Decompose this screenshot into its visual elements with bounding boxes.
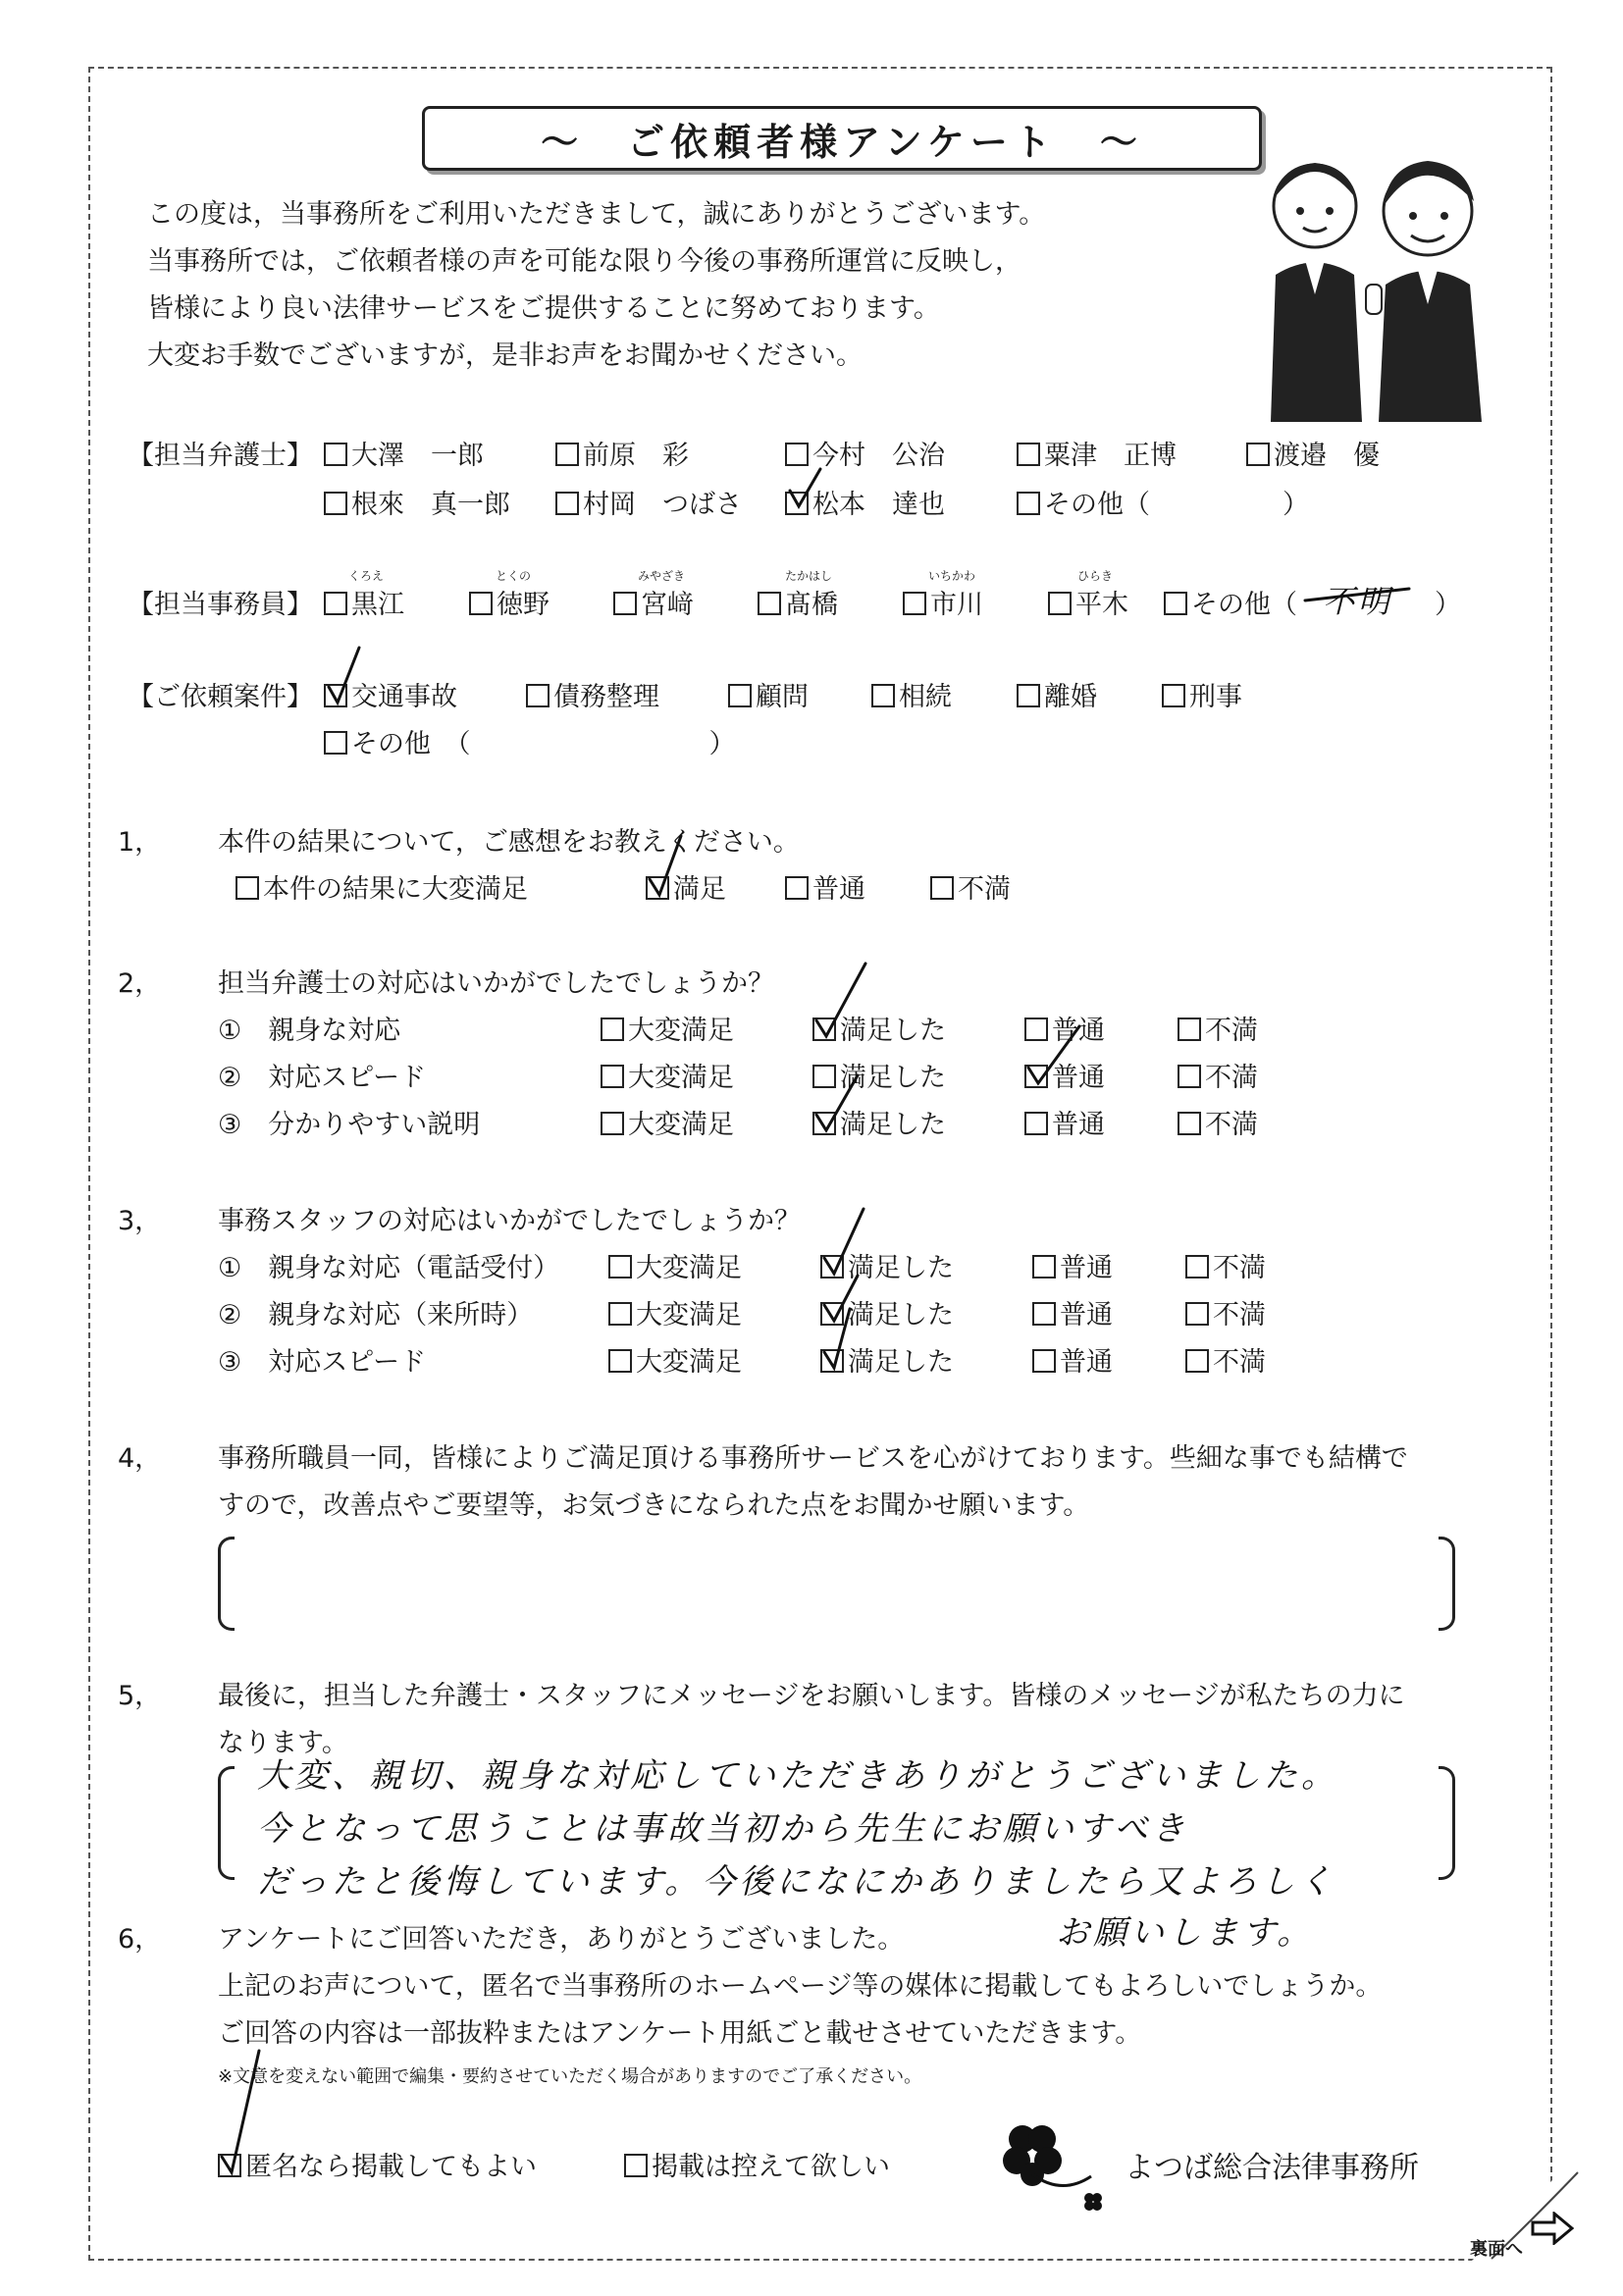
case-checkbox[interactable]: 債務整理 [526,675,659,713]
checkbox-icon[interactable] [1017,684,1040,707]
q2-row-label: ② 対応スピード [218,1063,427,1093]
checkbox-icon[interactable] [1185,1349,1209,1373]
case-checkbox[interactable]: 顧問 [728,675,809,713]
lawyer-checkbox[interactable]: 粟津 正博 [1017,434,1177,472]
checkbox-icon[interactable] [526,684,550,707]
q3-option[interactable]: 普通 [1032,1246,1113,1284]
checkbox-icon[interactable] [1178,1065,1201,1088]
page-title: ～ ご依頼者様アンケート ～ [422,106,1262,171]
checkbox-icon[interactable] [1048,592,1072,615]
lawyer-checkbox[interactable]: 前原 彩 [555,434,689,472]
question-number: 1， [118,827,162,858]
q3-option-checked[interactable]: 満足した [820,1340,954,1379]
q3-row-label: ① 親身な対応（電話受付） [218,1253,560,1283]
checkbox-icon[interactable] [1017,492,1040,515]
checkbox-icon[interactable] [1024,1018,1048,1041]
staff-section-label: 【担当事務員】 [128,590,313,620]
q2-option-checked[interactable]: 満足した [812,1103,946,1141]
q2-option[interactable]: 普通 [1024,1009,1105,1047]
checkbox-icon[interactable] [1032,1302,1056,1326]
checkbox-icon[interactable] [930,876,954,900]
checkbox-icon[interactable] [469,592,493,615]
checkbox-icon[interactable] [785,876,809,900]
firm-name: よつば総合法律事務所 [1125,2151,1419,2185]
lawyer-checkbox[interactable]: 渡邉 優 [1246,434,1380,472]
checkbox-icon[interactable] [1185,1255,1209,1278]
question-text: 最後に，担当した弁護士・スタッフにメッセージをお願いします。皆様のメッセージが私たちの力に [218,1681,1405,1711]
handwritten-message-line: お願いします。 [1056,1913,1315,1953]
handwritten-message-line: 今となって思うことは事故当初から先生にお願いすべき [257,1809,1189,1849]
checkbox-icon[interactable] [624,2154,648,2177]
question-number: 2， [118,968,162,999]
checkbox-icon[interactable] [785,492,809,515]
staff-checkbox[interactable]: 黒江 [324,583,404,621]
checkbox-icon[interactable] [324,492,347,515]
q3-option[interactable]: 普通 [1032,1340,1113,1379]
comment-bracket-right [1439,1537,1455,1631]
checkbox-icon[interactable] [1185,1302,1209,1326]
case-checkbox-other[interactable]: その他 （ ） [324,722,736,760]
q3-option[interactable]: 普通 [1032,1293,1113,1331]
staff-checkbox[interactable]: 宮﨑 [613,583,694,621]
checkbox-icon[interactable] [758,592,781,615]
q2-option[interactable]: 普通 [1024,1103,1105,1141]
q6-option-checked[interactable]: 匿名なら掲載してもよい [218,2145,537,2183]
lawyer-checkbox[interactable]: 根來 真一郎 [324,483,510,521]
q2-option-checked[interactable]: 満足した [812,1009,946,1047]
ruby-text: くろえ [348,569,385,583]
question-number: 4， [118,1443,162,1474]
checkbox-icon[interactable] [324,592,347,615]
q2-option[interactable]: 大変満足 [601,1103,734,1141]
checkbox-icon[interactable] [608,1255,632,1278]
checkbox-icon[interactable] [608,1302,632,1326]
q3-option[interactable]: 大変満足 [608,1340,742,1379]
q2-option[interactable]: 大変満足 [601,1009,734,1047]
ruby-text: ひらき [1077,569,1114,583]
case-section-label: 【ご依頼案件】 [128,682,313,712]
checkbox-icon[interactable] [871,684,895,707]
lawyer-section-label: 【担当弁護士】 [128,441,313,471]
checkbox-icon[interactable] [1032,1349,1056,1373]
q1-option[interactable]: 普通 [785,867,865,906]
message-bracket-right [1439,1766,1455,1880]
question-text: 事務所職員一同，皆様によりご満足頂ける事務所サービスを心がけております。些細な事でも結構で [218,1443,1408,1474]
ruby-text: いちかわ [928,569,976,583]
checkbox-icon[interactable] [728,684,752,707]
checkbox-icon[interactable] [218,2154,241,2177]
checkbox-icon[interactable] [785,443,809,466]
disclaimer-note: ※文意を変えない範囲で編集・要約させていただく場合がありますのでご了承ください。 [218,2066,922,2087]
checkbox-icon[interactable] [1178,1018,1201,1041]
question-text: すので，改善点やご要望等，お気づきになられた点をお聞かせ願います。 [218,1490,1090,1521]
q2-option-checked[interactable]: 普通 [1024,1056,1105,1094]
checkbox-icon[interactable] [1024,1065,1048,1088]
q3-row-label: ③ 対応スピード [218,1347,427,1378]
checkbox-icon[interactable] [555,492,579,515]
q1-option-checked[interactable]: 満足 [646,867,726,906]
q3-option-checked[interactable]: 満足した [820,1246,954,1284]
checkbox-icon[interactable] [646,876,669,900]
checkbox-icon[interactable] [601,1018,624,1041]
q2-option[interactable]: 不満 [1178,1103,1258,1141]
q3-option[interactable]: 不満 [1185,1293,1266,1331]
q2-option[interactable]: 不満 [1178,1056,1258,1094]
handwritten-message-line: だったと後悔しています。今後になにかありましたら又よろしく [257,1862,1336,1902]
q2-row-label: ① 親身な対応 [218,1016,401,1046]
checkbox-icon[interactable] [1162,684,1185,707]
back-page-label[interactable]: 裏面へ [1470,2239,1523,2260]
checkbox-icon[interactable] [903,592,926,615]
right-arrow-icon[interactable] [1531,2212,1574,2245]
ruby-text: みやざき [638,569,686,583]
staff-checkbox-other[interactable]: その他（ [1164,583,1297,621]
case-checkbox[interactable]: 相続 [871,675,952,713]
q2-option[interactable]: 大変満足 [601,1056,734,1094]
lawyer-checkbox-checked[interactable]: 松本 達也 [785,483,945,521]
staff-other-close: ） [1435,590,1461,620]
checkbox-icon[interactable] [601,1112,624,1135]
checkbox-icon[interactable] [601,1065,624,1088]
intro-line: 大変お手数でございますが，是非お声をお聞かせください。 [147,340,863,371]
checkbox-icon[interactable] [555,443,579,466]
intro-text [147,191,1045,380]
case-checkbox[interactable]: 刑事 [1162,675,1242,713]
staff-checkbox[interactable]: 徳野 [469,583,550,621]
q2-option[interactable]: 不満 [1178,1009,1258,1047]
comment-bracket-left [218,1537,235,1631]
checkbox-icon[interactable] [1017,443,1040,466]
handwritten-message-line: 大変、親切、親身な対応していただきありがとうございました。 [257,1756,1338,1796]
checkbox-icon[interactable] [324,684,347,707]
checkbox-icon[interactable] [812,1018,836,1041]
q1-option[interactable]: 不満 [930,867,1011,906]
lawyer-checkbox[interactable]: 村岡 つばさ [555,483,742,521]
clover-logo-icon [993,2117,1111,2216]
staff-checkbox[interactable]: 市川 [903,583,983,621]
checkbox-icon[interactable] [812,1112,836,1135]
question-text: 担当弁護士の対応はいかがでしたでしょうか？ [218,968,774,999]
lawyers-illustration [1256,137,1511,422]
checkbox-icon[interactable] [820,1302,844,1326]
question-number: 6， [118,1924,162,1955]
q3-row-label: ② 親身な対応（来所時） [218,1300,534,1331]
checkbox-icon[interactable] [613,592,637,615]
q2-option[interactable]: 満足した [812,1056,946,1094]
intro-line: この度は，当事務所をご利用いただきまして，誠にありがとうございます。 [147,199,1046,230]
checkbox-icon[interactable] [1164,592,1187,615]
q6-option[interactable]: 掲載は控えて欲しい [624,2145,890,2183]
message-bracket-left [218,1766,235,1880]
checkbox-icon[interactable] [820,1255,844,1278]
handwritten-staff-other: 不明 [1323,583,1394,620]
checkbox-icon[interactable] [1178,1112,1201,1135]
lawyer-checkbox[interactable]: その他（ ） [1017,483,1309,521]
intro-line: 皆様により良い法律サービスをご提供することに努めております。 [147,293,940,324]
checkbox-icon[interactable] [324,443,347,466]
q3-option[interactable]: 大変満足 [608,1293,742,1331]
question-text: ご回答の内容は一部抜粋またはアンケート用紙ごと載せさせていただきます。 [218,2018,1142,2049]
question-text: なります。 [218,1728,348,1758]
question-text: 上記のお声について，匿名で当事務所のホームページ等の媒体に掲載してもよろしいでしょうか。 [218,1971,1383,2002]
q3-option[interactable]: 不満 [1185,1340,1266,1379]
ruby-text: とくの [496,569,532,583]
checkbox-icon[interactable] [1024,1112,1048,1135]
case-checkbox[interactable]: 離婚 [1017,675,1097,713]
q3-option[interactable]: 大変満足 [608,1246,742,1284]
checkbox-icon[interactable] [608,1349,632,1373]
checkbox-icon[interactable] [812,1065,836,1088]
question-number: 3， [118,1206,162,1236]
checkbox-icon[interactable] [236,876,259,900]
staff-checkbox[interactable]: 平木 [1048,583,1128,621]
question-text: 事務スタッフの対応はいかがでしたでしょうか？ [218,1206,801,1236]
question-text: 本件の結果について，ご感想をお教えください。 [218,827,800,858]
case-checkbox-checked[interactable]: 交通事故 [324,675,457,713]
intro-line: 当事務所では，ご依頼者様の声を可能な限り今後の事務所運営に反映し， [147,246,1021,277]
lawyer-checkbox[interactable]: 今村 公治 [785,434,945,472]
q3-option[interactable]: 不満 [1185,1246,1266,1284]
checkbox-icon[interactable] [324,731,347,755]
q1-option[interactable]: 本件の結果に大変満足 [236,867,528,906]
checkbox-icon[interactable] [820,1349,844,1373]
checkbox-icon[interactable] [1246,443,1270,466]
checkbox-icon[interactable] [1032,1255,1056,1278]
question-text: アンケートにご回答いただき，ありがとうございました。 [218,1924,905,1955]
lawyer-checkbox[interactable]: 大澤 一郎 [324,434,484,472]
ruby-text: たかはし [785,569,833,583]
q2-row-label: ③ 分かりやすい説明 [218,1110,481,1140]
q3-option-checked[interactable]: 満足した [820,1293,954,1331]
question-number: 5， [118,1681,162,1711]
staff-checkbox[interactable]: 髙橋 [758,583,838,621]
